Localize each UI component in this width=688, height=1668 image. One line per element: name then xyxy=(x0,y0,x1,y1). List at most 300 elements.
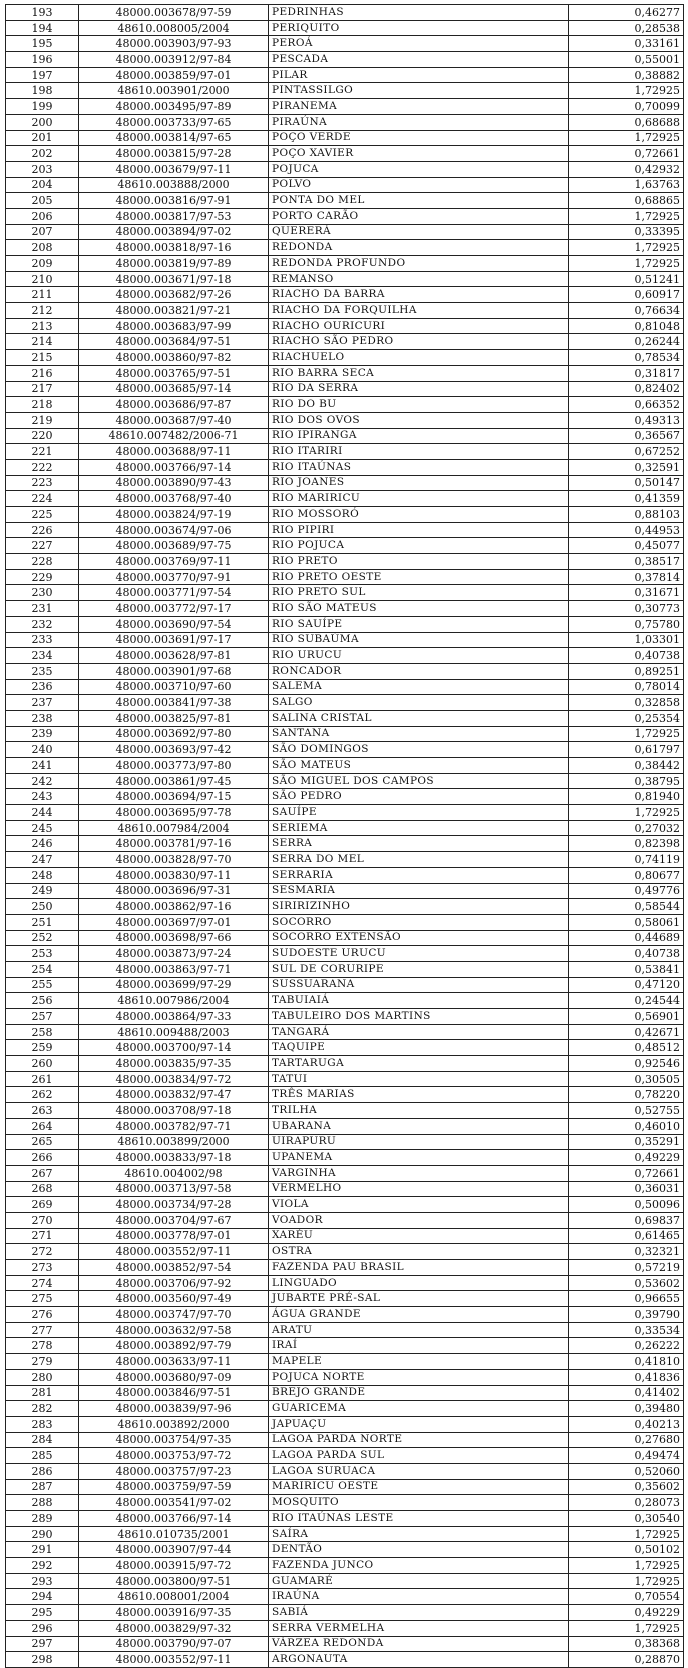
process-number-cell: 48000.003541/97-02 xyxy=(79,1495,269,1511)
field-name-cell: POJUCA NORTE xyxy=(269,1369,569,1385)
row-number-cell: 241 xyxy=(6,758,79,774)
process-number-cell: 48000.003632/97-58 xyxy=(79,1322,269,1338)
value-cell: 0,38795 xyxy=(569,773,684,789)
row-number-cell: 246 xyxy=(6,836,79,852)
field-name-cell: GUARICEMA xyxy=(269,1401,569,1417)
table-row xyxy=(6,726,684,742)
value-cell: 0,58544 xyxy=(569,899,684,915)
table-row xyxy=(6,695,684,711)
row-number-cell: 276 xyxy=(6,1307,79,1323)
value-cell: 0,28870 xyxy=(569,1652,684,1668)
row-number-cell: 257 xyxy=(6,1009,79,1025)
table-row xyxy=(6,1448,684,1464)
field-name-cell: UPANEMA xyxy=(269,1150,569,1166)
field-name-cell: RIO SÃO MATEUS xyxy=(269,601,569,617)
process-number-cell: 48000.003671/97-18 xyxy=(79,271,269,287)
row-number-cell: 206 xyxy=(6,208,79,224)
field-name-cell: RIO BARRA SECA xyxy=(269,365,569,381)
value-cell: 0,61797 xyxy=(569,742,684,758)
value-cell: 0,72661 xyxy=(569,146,684,162)
row-number-cell: 285 xyxy=(6,1448,79,1464)
field-name-cell: REMANSO xyxy=(269,271,569,287)
table-row xyxy=(6,491,684,507)
value-cell: 1,03301 xyxy=(569,632,684,648)
process-number-cell: 48000.003894/97-02 xyxy=(79,224,269,240)
process-number-cell: 48000.003778/97-01 xyxy=(79,1228,269,1244)
value-cell: 0,72661 xyxy=(569,1165,684,1181)
row-number-cell: 235 xyxy=(6,663,79,679)
row-number-cell: 291 xyxy=(6,1542,79,1558)
table-row xyxy=(6,867,684,883)
process-number-cell: 48000.003830/97-11 xyxy=(79,867,269,883)
row-number-cell: 239 xyxy=(6,726,79,742)
field-name-cell: JUBARTE PRÉ-SAL xyxy=(269,1291,569,1307)
process-number-cell: 48610.010735/2001 xyxy=(79,1526,269,1542)
process-number-cell: 48610.007986/2004 xyxy=(79,993,269,1009)
table-row xyxy=(6,773,684,789)
field-name-cell: SOCORRO xyxy=(269,914,569,930)
row-number-cell: 296 xyxy=(6,1620,79,1636)
table-row xyxy=(6,1526,684,1542)
row-number-cell: 224 xyxy=(6,491,79,507)
field-name-cell: RIO SUBAÚMA xyxy=(269,632,569,648)
field-name-cell: PEDRINHAS xyxy=(269,5,569,21)
field-name-cell: FAZENDA JUNCO xyxy=(269,1558,569,1574)
value-cell: 0,31671 xyxy=(569,585,684,601)
field-name-cell: OSTRA xyxy=(269,1244,569,1260)
value-cell: 1,72925 xyxy=(569,805,684,821)
value-cell: 1,63763 xyxy=(569,177,684,193)
field-name-cell: RIACHO DA BARRA xyxy=(269,287,569,303)
field-name-cell: GUAMARÉ xyxy=(269,1573,569,1589)
table-row xyxy=(6,1385,684,1401)
field-name-cell: UBARANA xyxy=(269,1118,569,1134)
field-name-cell: IRAÍ xyxy=(269,1338,569,1354)
table-row xyxy=(6,1401,684,1417)
row-number-cell: 220 xyxy=(6,428,79,444)
field-name-cell: TABULEIRO DOS MARTINS xyxy=(269,1009,569,1025)
row-number-cell: 280 xyxy=(6,1369,79,1385)
process-number-cell: 48000.003834/97-72 xyxy=(79,1071,269,1087)
field-name-cell: LINGUADO xyxy=(269,1275,569,1291)
value-cell: 0,32321 xyxy=(569,1244,684,1260)
row-number-cell: 225 xyxy=(6,507,79,523)
table-row xyxy=(6,52,684,68)
table-row xyxy=(6,1134,684,1150)
value-cell: 1,72925 xyxy=(569,1558,684,1574)
row-number-cell: 196 xyxy=(6,52,79,68)
table-row xyxy=(6,805,684,821)
table-row xyxy=(6,334,684,350)
row-number-cell: 258 xyxy=(6,1024,79,1040)
row-number-cell: 223 xyxy=(6,475,79,491)
process-number-cell: 48610.003899/2000 xyxy=(79,1134,269,1150)
process-number-cell: 48610.008005/2004 xyxy=(79,20,269,36)
table-row xyxy=(6,632,684,648)
value-cell: 0,89251 xyxy=(569,663,684,679)
process-number-cell: 48000.003907/97-44 xyxy=(79,1542,269,1558)
row-number-cell: 262 xyxy=(6,1087,79,1103)
table-row xyxy=(6,585,684,601)
table-row xyxy=(6,663,684,679)
field-name-cell: RIO PRETO SUL xyxy=(269,585,569,601)
table-row xyxy=(6,1181,684,1197)
row-number-cell: 253 xyxy=(6,946,79,962)
table-row xyxy=(6,507,684,523)
table-row xyxy=(6,67,684,83)
table-row xyxy=(6,1354,684,1370)
value-cell: 1,72925 xyxy=(569,726,684,742)
field-name-cell: RIO POJUCA xyxy=(269,538,569,554)
row-number-cell: 273 xyxy=(6,1260,79,1276)
field-name-cell: SÃO MATEUS xyxy=(269,758,569,774)
table-row xyxy=(6,5,684,21)
table-row xyxy=(6,1087,684,1103)
table-row xyxy=(6,1056,684,1072)
table-row xyxy=(6,240,684,256)
field-name-cell: RIO IPIRANGA xyxy=(269,428,569,444)
table-row xyxy=(6,710,684,726)
field-name-cell: PERIQUITO xyxy=(269,20,569,36)
row-number-cell: 218 xyxy=(6,397,79,413)
value-cell: 0,51241 xyxy=(569,271,684,287)
row-number-cell: 193 xyxy=(6,5,79,21)
field-name-cell: PIRAÚNA xyxy=(269,114,569,130)
table-row xyxy=(6,1495,684,1511)
field-name-cell: RIACHUELO xyxy=(269,350,569,366)
row-number-cell: 267 xyxy=(6,1165,79,1181)
field-name-cell: SOCORRO EXTENSÃO xyxy=(269,930,569,946)
process-number-cell: 48000.003833/97-18 xyxy=(79,1150,269,1166)
field-name-cell: SUL DE CORURIPE xyxy=(269,961,569,977)
value-cell: 0,50147 xyxy=(569,475,684,491)
value-cell: 1,72925 xyxy=(569,1620,684,1636)
table-row xyxy=(6,1118,684,1134)
process-number-cell: 48000.003790/97-07 xyxy=(79,1636,269,1652)
process-number-cell: 48000.003753/97-72 xyxy=(79,1448,269,1464)
table-row xyxy=(6,1636,684,1652)
value-cell: 1,72925 xyxy=(569,130,684,146)
value-cell: 0,82398 xyxy=(569,836,684,852)
field-name-cell: SUDOESTE URUCU xyxy=(269,946,569,962)
row-number-cell: 283 xyxy=(6,1416,79,1432)
value-cell: 0,50096 xyxy=(569,1197,684,1213)
field-name-cell: UIRAPURU xyxy=(269,1134,569,1150)
table-row xyxy=(6,381,684,397)
value-cell: 0,28073 xyxy=(569,1495,684,1511)
row-number-cell: 207 xyxy=(6,224,79,240)
value-cell: 0,38517 xyxy=(569,554,684,570)
value-cell: 0,47120 xyxy=(569,977,684,993)
value-cell: 0,96655 xyxy=(569,1291,684,1307)
row-number-cell: 233 xyxy=(6,632,79,648)
field-name-cell: RIO ITAÚNAS LESTE xyxy=(269,1511,569,1527)
table-row xyxy=(6,224,684,240)
field-name-cell: BREJO GRANDE xyxy=(269,1385,569,1401)
value-cell: 0,38882 xyxy=(569,67,684,83)
value-cell: 0,53841 xyxy=(569,961,684,977)
table-row xyxy=(6,193,684,209)
process-number-cell: 48000.003678/97-59 xyxy=(79,5,269,21)
process-number-cell: 48000.003892/97-79 xyxy=(79,1338,269,1354)
process-number-cell: 48000.003680/97-09 xyxy=(79,1369,269,1385)
table-row xyxy=(6,287,684,303)
row-number-cell: 264 xyxy=(6,1118,79,1134)
value-cell: 0,49776 xyxy=(569,883,684,899)
value-cell: 0,48512 xyxy=(569,1040,684,1056)
process-number-cell: 48000.003734/97-28 xyxy=(79,1197,269,1213)
table-row xyxy=(6,601,684,617)
value-cell: 0,80677 xyxy=(569,867,684,883)
field-name-cell: POÇO VERDE xyxy=(269,130,569,146)
field-name-cell: SERIEMA xyxy=(269,820,569,836)
process-number-cell: 48000.003782/97-71 xyxy=(79,1118,269,1134)
process-number-cell: 48000.003733/97-65 xyxy=(79,114,269,130)
process-number-cell: 48610.007482/2006-71 xyxy=(79,428,269,444)
process-number-cell: 48000.003863/97-71 xyxy=(79,961,269,977)
value-cell: 0,38442 xyxy=(569,758,684,774)
table-row xyxy=(6,428,684,444)
process-number-cell: 48000.003685/97-14 xyxy=(79,381,269,397)
process-number-cell: 48000.003890/97-43 xyxy=(79,475,269,491)
value-cell: 0,66352 xyxy=(569,397,684,413)
field-name-cell: SERRA DO MEL xyxy=(269,852,569,868)
value-cell: 0,74119 xyxy=(569,852,684,868)
table-row xyxy=(6,161,684,177)
process-number-cell: 48000.003552/97-11 xyxy=(79,1652,269,1668)
process-number-cell: 48000.003818/97-16 xyxy=(79,240,269,256)
row-number-cell: 211 xyxy=(6,287,79,303)
process-number-cell: 48000.003771/97-54 xyxy=(79,585,269,601)
value-cell: 0,30773 xyxy=(569,601,684,617)
field-name-cell: POÇO XAVIER xyxy=(269,146,569,162)
table-row xyxy=(6,475,684,491)
row-number-cell: 217 xyxy=(6,381,79,397)
process-number-cell: 48610.003901/2000 xyxy=(79,83,269,99)
field-name-cell: ÁGUA GRANDE xyxy=(269,1307,569,1323)
field-name-cell: TRILHA xyxy=(269,1103,569,1119)
row-number-cell: 269 xyxy=(6,1197,79,1213)
value-cell: 0,52755 xyxy=(569,1103,684,1119)
table-row xyxy=(6,569,684,585)
row-number-cell: 200 xyxy=(6,114,79,130)
field-name-cell: TAQUIPE xyxy=(269,1040,569,1056)
row-number-cell: 226 xyxy=(6,522,79,538)
row-number-cell: 197 xyxy=(6,67,79,83)
table-row xyxy=(6,1165,684,1181)
row-number-cell: 265 xyxy=(6,1134,79,1150)
row-number-cell: 221 xyxy=(6,444,79,460)
table-row xyxy=(6,946,684,962)
field-name-cell: SALEMA xyxy=(269,679,569,695)
value-cell: 0,68688 xyxy=(569,114,684,130)
value-cell: 0,88103 xyxy=(569,507,684,523)
row-number-cell: 279 xyxy=(6,1354,79,1370)
value-cell: 1,72925 xyxy=(569,1526,684,1542)
table-row xyxy=(6,1228,684,1244)
value-cell: 0,56901 xyxy=(569,1009,684,1025)
row-number-cell: 214 xyxy=(6,334,79,350)
table-row xyxy=(6,930,684,946)
value-cell: 0,35602 xyxy=(569,1479,684,1495)
process-number-cell: 48000.003633/97-11 xyxy=(79,1354,269,1370)
row-number-cell: 210 xyxy=(6,271,79,287)
process-number-cell: 48000.003800/97-51 xyxy=(79,1573,269,1589)
row-number-cell: 209 xyxy=(6,256,79,272)
value-cell: 0,25354 xyxy=(569,710,684,726)
row-number-cell: 244 xyxy=(6,805,79,821)
field-name-cell: TABUIAIÁ xyxy=(269,993,569,1009)
process-number-cell: 48000.003688/97-11 xyxy=(79,444,269,460)
field-name-cell: QUERERÁ xyxy=(269,224,569,240)
table-row xyxy=(6,522,684,538)
process-number-cell: 48000.003552/97-11 xyxy=(79,1244,269,1260)
table-row xyxy=(6,1009,684,1025)
field-name-cell: FAZENDA PAU BRASIL xyxy=(269,1260,569,1276)
value-cell: 1,72925 xyxy=(569,256,684,272)
field-name-cell: XARÉU xyxy=(269,1228,569,1244)
field-name-cell: SANTANA xyxy=(269,726,569,742)
row-number-cell: 294 xyxy=(6,1589,79,1605)
field-name-cell: POJUCA xyxy=(269,161,569,177)
table-row xyxy=(6,836,684,852)
table-row xyxy=(6,742,684,758)
value-cell: 0,26244 xyxy=(569,334,684,350)
process-number-cell: 48610.004002/98 xyxy=(79,1165,269,1181)
row-number-cell: 278 xyxy=(6,1338,79,1354)
field-name-cell: IRAÚNA xyxy=(269,1589,569,1605)
value-cell: 0,81048 xyxy=(569,318,684,334)
table-row xyxy=(6,146,684,162)
process-number-cell: 48000.003862/97-16 xyxy=(79,899,269,915)
field-name-cell: POLVO xyxy=(269,177,569,193)
value-cell: 0,27032 xyxy=(569,820,684,836)
process-number-cell: 48000.003824/97-19 xyxy=(79,507,269,523)
value-cell: 0,78534 xyxy=(569,350,684,366)
value-cell: 0,49313 xyxy=(569,412,684,428)
row-number-cell: 270 xyxy=(6,1212,79,1228)
table-row xyxy=(6,318,684,334)
row-number-cell: 230 xyxy=(6,585,79,601)
field-name-cell: RIO DOS OVOS xyxy=(269,412,569,428)
table-row xyxy=(6,1620,684,1636)
row-number-cell: 288 xyxy=(6,1495,79,1511)
row-number-cell: 249 xyxy=(6,883,79,899)
value-cell: 0,36567 xyxy=(569,428,684,444)
row-number-cell: 229 xyxy=(6,569,79,585)
fields-table-body xyxy=(6,5,684,1668)
process-number-cell: 48000.003765/97-51 xyxy=(79,365,269,381)
value-cell: 0,28538 xyxy=(569,20,684,36)
table-row xyxy=(6,1260,684,1276)
table-row xyxy=(6,208,684,224)
table-row xyxy=(6,914,684,930)
table-row xyxy=(6,1040,684,1056)
process-number-cell: 48000.003694/97-15 xyxy=(79,789,269,805)
field-name-cell: MAPELE xyxy=(269,1354,569,1370)
process-number-cell: 48000.003819/97-89 xyxy=(79,256,269,272)
row-number-cell: 281 xyxy=(6,1385,79,1401)
value-cell: 0,82402 xyxy=(569,381,684,397)
value-cell: 1,72925 xyxy=(569,1573,684,1589)
row-number-cell: 298 xyxy=(6,1652,79,1668)
field-name-cell: PIRANEMA xyxy=(269,99,569,115)
table-row xyxy=(6,1369,684,1385)
table-row xyxy=(6,1479,684,1495)
row-number-cell: 199 xyxy=(6,99,79,115)
table-row xyxy=(6,789,684,805)
process-number-cell: 48000.003769/97-11 xyxy=(79,554,269,570)
process-number-cell: 48000.003814/97-65 xyxy=(79,130,269,146)
table-row xyxy=(6,1212,684,1228)
process-number-cell: 48000.003700/97-14 xyxy=(79,1040,269,1056)
table-row xyxy=(6,365,684,381)
process-number-cell: 48000.003713/97-58 xyxy=(79,1181,269,1197)
value-cell: 0,44953 xyxy=(569,522,684,538)
value-cell: 0,27680 xyxy=(569,1432,684,1448)
field-name-cell: RIO PIPIRI xyxy=(269,522,569,538)
row-number-cell: 256 xyxy=(6,993,79,1009)
row-number-cell: 260 xyxy=(6,1056,79,1072)
table-row xyxy=(6,177,684,193)
value-cell: 0,42671 xyxy=(569,1024,684,1040)
row-number-cell: 212 xyxy=(6,303,79,319)
row-number-cell: 228 xyxy=(6,554,79,570)
field-name-cell: RONCADOR xyxy=(269,663,569,679)
field-name-cell: SÃO MIGUEL DOS CAMPOS xyxy=(269,773,569,789)
field-name-cell: RIO DO BU xyxy=(269,397,569,413)
value-cell: 0,40213 xyxy=(569,1416,684,1432)
row-number-cell: 286 xyxy=(6,1463,79,1479)
value-cell: 0,38368 xyxy=(569,1636,684,1652)
field-name-cell: TATUI xyxy=(269,1071,569,1087)
value-cell: 0,52060 xyxy=(569,1463,684,1479)
field-name-cell: RIO SAUÍPE xyxy=(269,616,569,632)
table-row xyxy=(6,1416,684,1432)
process-number-cell: 48610.007984/2004 xyxy=(79,820,269,836)
field-name-cell: ARGONAUTA xyxy=(269,1652,569,1668)
field-name-cell: RIO MOSSORÓ xyxy=(269,507,569,523)
process-number-cell: 48610.003888/2000 xyxy=(79,177,269,193)
value-cell: 0,78220 xyxy=(569,1087,684,1103)
process-number-cell: 48000.003697/97-01 xyxy=(79,914,269,930)
field-name-cell: LAGOA PARDA NORTE xyxy=(269,1432,569,1448)
value-cell: 0,46277 xyxy=(569,5,684,21)
value-cell: 0,24544 xyxy=(569,993,684,1009)
row-number-cell: 271 xyxy=(6,1228,79,1244)
row-number-cell: 203 xyxy=(6,161,79,177)
process-number-cell: 48000.003861/97-45 xyxy=(79,773,269,789)
table-row xyxy=(6,36,684,52)
table-row xyxy=(6,1291,684,1307)
row-number-cell: 268 xyxy=(6,1181,79,1197)
row-number-cell: 208 xyxy=(6,240,79,256)
row-number-cell: 290 xyxy=(6,1526,79,1542)
process-number-cell: 48000.003825/97-81 xyxy=(79,710,269,726)
field-name-cell: REDONDA xyxy=(269,240,569,256)
process-number-cell: 48000.003770/97-91 xyxy=(79,569,269,585)
row-number-cell: 277 xyxy=(6,1322,79,1338)
process-number-cell: 48000.003692/97-80 xyxy=(79,726,269,742)
table-row xyxy=(6,271,684,287)
process-number-cell: 48000.003560/97-49 xyxy=(79,1291,269,1307)
value-cell: 0,30505 xyxy=(569,1071,684,1087)
process-number-cell: 48000.003766/97-14 xyxy=(79,1511,269,1527)
table-row xyxy=(6,883,684,899)
table-row xyxy=(6,648,684,664)
field-name-cell: ARATU xyxy=(269,1322,569,1338)
process-number-cell: 48000.003686/97-87 xyxy=(79,397,269,413)
